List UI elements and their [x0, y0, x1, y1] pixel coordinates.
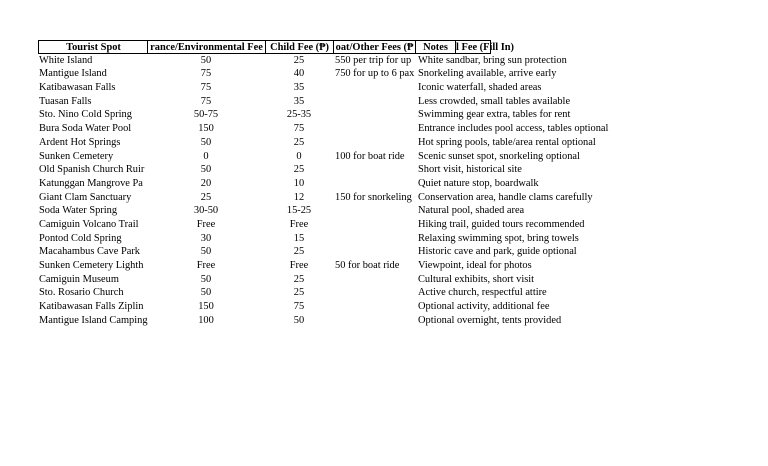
cell-notes[interactable]: Conservation area, handle clams carefully: [418, 191, 593, 203]
cell-tourist-spot[interactable]: White Island: [39, 54, 93, 66]
cell-tourist-spot[interactable]: Sunken Cemetery: [39, 150, 114, 162]
cell-child-fee[interactable]: Free: [289, 260, 309, 271]
cell-entrance-fee[interactable]: 75: [200, 82, 212, 94]
cell-notes[interactable]: Optional overnight, tents provided: [418, 314, 562, 326]
cell-child-fee[interactable]: 12: [293, 191, 305, 203]
header-other-fees[interactable]: oat/Other Fees (₱: [333, 40, 415, 54]
cell-notes[interactable]: Relaxing swimming spot, bring towels: [418, 232, 579, 244]
cell-entrance-fee[interactable]: 30: [200, 232, 212, 244]
cell-notes[interactable]: Active church, respectful attire: [418, 287, 547, 299]
cell-tourist-spot[interactable]: Sto. Nino Cold Spring: [39, 109, 132, 121]
cell-other-fees[interactable]: [333, 245, 415, 259]
cell-tourist-spot[interactable]: Ardent Hot Springs: [39, 136, 121, 148]
cell-child-fee[interactable]: 35: [293, 82, 305, 94]
cell-other-fees[interactable]: [333, 204, 415, 218]
header-total-fee[interactable]: l Fee (Fill In): [456, 42, 515, 53]
cell-entrance-fee[interactable]: Free: [196, 260, 216, 271]
cell-entrance-fee[interactable]: 50: [200, 164, 212, 176]
cell-entrance-fee[interactable]: 25: [200, 191, 212, 203]
cell-child-fee[interactable]: 35: [293, 95, 305, 107]
cell-notes[interactable]: White sandbar, bring sun protection: [418, 54, 567, 66]
cell-tourist-spot[interactable]: Old Spanish Church Ruir: [39, 164, 145, 176]
cell-child-fee[interactable]: 15-25: [286, 205, 312, 217]
cell-child-fee[interactable]: 50: [293, 314, 305, 326]
cell-other-fees[interactable]: [333, 81, 415, 95]
cell-notes[interactable]: Optional activity, additional fee: [418, 301, 550, 313]
cell-entrance-fee[interactable]: 50: [200, 287, 212, 299]
cell-entrance-fee[interactable]: 150: [198, 301, 214, 313]
cell-entrance-fee[interactable]: 50-75: [193, 109, 219, 121]
cell-tourist-spot[interactable]: Macahambus Cave Park: [39, 246, 140, 258]
cell-tourist-spot[interactable]: Katunggan Mangrove Pa: [39, 177, 143, 189]
cell-notes[interactable]: Historic cave and park, guide optional: [418, 246, 577, 258]
cell-child-fee[interactable]: 25: [293, 164, 305, 176]
cell-child-fee[interactable]: Free: [289, 218, 309, 230]
cell-other-fees[interactable]: [333, 286, 415, 300]
cell-other-fees[interactable]: 550 per trip for up: [335, 54, 412, 66]
cell-tourist-spot[interactable]: Mantigue Island: [39, 68, 107, 80]
cell-child-fee[interactable]: 75: [293, 123, 305, 135]
cell-tourist-spot[interactable]: Camiguin Volcano Trail: [39, 218, 139, 230]
cell-child-fee[interactable]: 75: [293, 301, 305, 313]
cell-notes[interactable]: Less crowded, small tables available: [418, 95, 571, 107]
header-notes[interactable]: Notes: [415, 40, 455, 54]
cell-other-fees[interactable]: 50 for boat ride: [335, 260, 400, 271]
cell-entrance-fee[interactable]: 100: [198, 314, 214, 326]
cell-entrance-fee[interactable]: 50: [200, 54, 212, 66]
cell-other-fees[interactable]: [333, 273, 415, 287]
cell-child-fee[interactable]: 25: [293, 136, 305, 148]
cell-tourist-spot[interactable]: Katibawasan Falls Ziplin: [39, 301, 144, 313]
cell-other-fees[interactable]: [333, 177, 415, 191]
cell-entrance-fee[interactable]: 75: [200, 68, 212, 80]
cell-child-fee[interactable]: 10: [293, 177, 305, 189]
cell-tourist-spot[interactable]: Giant Clam Sanctuary: [39, 191, 132, 203]
header-entrance-fee[interactable]: rance/Environmental Fee: [147, 40, 265, 54]
cell-tourist-spot[interactable]: Bura Soda Water Pool: [39, 123, 132, 135]
cell-tourist-spot[interactable]: Tuasan Falls: [39, 95, 92, 107]
cell-notes[interactable]: Iconic waterfall, shaded areas: [418, 82, 542, 94]
cell-notes[interactable]: Cultural exhibits, short visit: [418, 273, 535, 285]
cell-child-fee[interactable]: 25: [293, 273, 305, 285]
cell-notes[interactable]: Scenic sunset spot, snorkeling optional: [418, 150, 580, 162]
cell-child-fee[interactable]: 25: [293, 246, 305, 258]
cell-other-fees[interactable]: [333, 136, 415, 150]
cell-other-fees[interactable]: [333, 108, 415, 122]
cell-notes[interactable]: Hot spring pools, table/area rental optional: [418, 136, 596, 148]
cell-entrance-fee[interactable]: 50: [200, 136, 212, 148]
cell-other-fees[interactable]: 100 for boat ride: [335, 150, 405, 162]
cell-notes[interactable]: Swimming gear extra, tables for rent: [418, 109, 571, 121]
cell-other-fees[interactable]: [333, 218, 415, 232]
cell-notes[interactable]: Quiet nature stop, boardwalk: [418, 177, 539, 189]
cell-other-fees[interactable]: [333, 95, 415, 109]
cell-other-fees[interactable]: [333, 300, 415, 314]
cell-child-fee[interactable]: 25: [293, 287, 305, 299]
cell-notes[interactable]: Snorkeling available, arrive early: [418, 68, 557, 80]
cell-notes[interactable]: Entrance includes pool access, tables optional: [418, 123, 609, 135]
cell-tourist-spot[interactable]: Camiguin Museum: [39, 273, 119, 285]
header-child-fee[interactable]: Child Fee (₱): [265, 40, 333, 54]
cell-entrance-fee[interactable]: 0: [203, 150, 209, 162]
cell-tourist-spot[interactable]: Soda Water Spring: [39, 205, 118, 217]
cell-tourist-spot[interactable]: Mantigue Island Camping: [39, 314, 148, 326]
cell-child-fee[interactable]: 0: [296, 150, 302, 162]
cell-tourist-spot[interactable]: Pontod Cold Spring: [39, 232, 122, 244]
cell-entrance-fee[interactable]: 150: [198, 123, 214, 135]
cell-other-fees[interactable]: 150 for snorkeling: [335, 191, 412, 203]
cell-other-fees[interactable]: [333, 122, 415, 136]
cell-entrance-fee[interactable]: 50: [200, 273, 212, 285]
cell-child-fee[interactable]: 15: [293, 232, 305, 244]
cell-entrance-fee[interactable]: 20: [200, 177, 212, 189]
cell-notes[interactable]: Hiking trail, guided tours recommended: [418, 218, 585, 230]
cell-other-fees[interactable]: 750 for up to 6 pax: [335, 68, 415, 80]
cell-child-fee[interactable]: 25-35: [286, 109, 312, 121]
cell-notes[interactable]: Viewpoint, ideal for photos: [418, 260, 532, 271]
cell-other-fees[interactable]: [333, 314, 415, 328]
cell-entrance-fee[interactable]: 30-50: [193, 205, 219, 217]
cell-tourist-spot[interactable]: Sunken Cemetery Lighth: [39, 260, 144, 271]
cell-tourist-spot[interactable]: Katibawasan Falls: [39, 82, 116, 94]
cell-notes[interactable]: Short visit, historical site: [418, 164, 522, 176]
header-tourist-spot[interactable]: Tourist Spot: [38, 40, 147, 54]
cell-child-fee[interactable]: 25: [293, 54, 305, 66]
cell-notes[interactable]: Natural pool, shaded area: [418, 205, 525, 217]
cell-other-fees[interactable]: [333, 232, 415, 246]
cell-child-fee[interactable]: 40: [293, 68, 305, 80]
cell-other-fees[interactable]: [333, 163, 415, 177]
cell-tourist-spot[interactable]: Sto. Rosario Church: [39, 287, 124, 299]
cell-entrance-fee[interactable]: 75: [200, 95, 212, 107]
cell-entrance-fee[interactable]: Free: [196, 218, 216, 230]
cell-entrance-fee[interactable]: 50: [200, 246, 212, 258]
